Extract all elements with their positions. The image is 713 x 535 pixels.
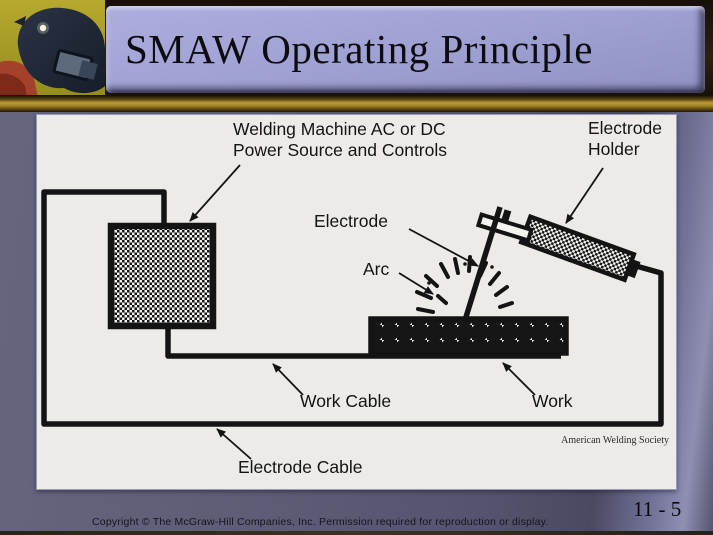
label-work-cable: Work Cable: [300, 391, 392, 411]
label-arc: Arc: [363, 259, 390, 279]
label-work: Work: [532, 391, 573, 411]
aws-credit: American Welding Society: [561, 435, 669, 446]
bottom-edge-strip: [0, 531, 713, 535]
smaw-circuit-drawing: [37, 115, 676, 489]
title-panel: [106, 6, 705, 93]
label-arrows: [190, 165, 603, 459]
diagram-panel: [36, 114, 677, 490]
label-electrode-cable: Electrode Cable: [238, 457, 363, 477]
electrode-holder-graphic: [478, 209, 642, 283]
title-bar: [0, 0, 713, 97]
label-welding-machine: Welding Machine AC or DC Power Source and Controls: [233, 119, 447, 160]
welder-photo-icon: [0, 0, 105, 97]
slide-number: 11 - 5: [633, 497, 682, 521]
copyright-notice: Copyright © The McGraw-Hill Companies, Inc. Permission required for reproduction or display.: [92, 516, 549, 528]
welding-machine-box: [111, 226, 213, 326]
label-electrode-holder: Electrode Holder: [588, 118, 662, 159]
gold-divider-band: [0, 95, 713, 112]
label-electrode: Electrode: [314, 211, 388, 231]
page-title: SMAW Operating Principle: [125, 26, 594, 72]
work-piece: [371, 319, 566, 353]
